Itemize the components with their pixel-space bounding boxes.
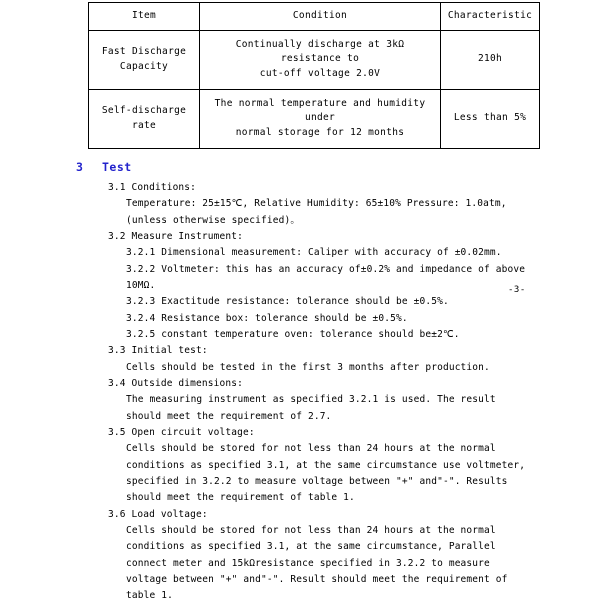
clause-3-2-3: 3.2.3 Exactitude resistance: tolerance should be ±0.5%. [126,296,449,308]
section-body [108,180,528,605]
table-header-characteristic: Characteristic [441,3,540,31]
clause-3-1-heading: 3.1 Conditions: [108,182,197,193]
clause-3-4-line2: should meet the requirement of 2.7. [126,410,332,422]
clause-3-2-2-line2: 10MΩ. [126,279,156,291]
table-cell-condition-line1: The normal temperature and humidity under [214,97,426,124]
clause-3-5-line2: conditions as specified 3.1, at the same circumstance use voltmeter, [126,459,526,471]
table-cell-item-line1: Fast Discharge [101,46,187,57]
page-number: -3- [508,285,526,295]
clause-3-5-line4: should meet the requirement of table 1. [126,492,355,504]
clause-3-3-heading: 3.3 Initial test: [108,345,208,357]
clause-3-6-heading: 3.6 Load voltage: [108,508,208,520]
clause-3-4-line1: The measuring instrument as specified 3.2.1 is used. The result [126,394,496,406]
table-header-condition: Condition [200,3,441,31]
clause-3-5-heading: 3.5 Open circuit voltage: [108,426,255,438]
clause-3-1-line1: Temperature: 25±15℃, Relative Humidity: 65±10% Pressure: 1.0atm, [126,198,507,210]
table-row [89,89,540,148]
table-cell-condition-line2: normal storage for 12 months [235,127,405,139]
section-heading [76,160,132,174]
table-header-item: Item [89,3,200,31]
clause-3-1-line2: (unless otherwise specified)。 [126,214,300,226]
table-cell-item-line2: rate [131,119,157,131]
clause-3-6-line5: table 1. [126,590,173,602]
table-cell-characteristic: 210h [441,30,540,89]
table-header-row [89,3,540,31]
clause-3-6-line3: connect meter and 15kΩresistance specified in 3.2.2 to measure [126,557,490,569]
section-title: Test [102,160,132,174]
table-cell-item [89,89,200,148]
clause-3-2-heading: 3.2 Measure Instrument: [108,230,243,242]
clause-3-6-line2: conditions as specified 3.1, at the same circumstance, Parallel [126,541,496,553]
specification-table [88,2,540,149]
clause-3-6-line4: voltage between "+" and"-". Result should meet the requirement of [126,573,508,585]
table-cell-characteristic: Less than 5% [441,89,540,148]
table-cell-condition [200,30,441,89]
clause-3-3-line1: Cells should be tested in the first 3 months after production. [126,361,490,373]
table-cell-condition [200,89,441,148]
clause-3-2-4: 3.2.4 Resistance box: tolerance should be ±0.5%. [126,312,408,324]
clause-3-2-5: 3.2.5 constant temperature oven: tolerance should be±2℃. [126,328,460,340]
clause-3-4-heading: 3.4 Outside dimensions: [108,377,243,389]
table-row [89,30,540,89]
table-cell-item [89,30,200,89]
clause-3-2-2-line1: 3.2.2 Voltmeter: this has an accuracy of±0.2% and impedance of above [126,263,526,275]
clause-3-6-line1: Cells should be stored for not less than 24 hours at the normal [126,524,496,536]
clause-3-2-1: 3.2.1 Dimensional measurement: Caliper with accuracy of ±0.02mm. [126,247,502,259]
table-cell-item-line2: Capacity [119,60,169,72]
table-cell-condition-line1: Continually discharge at 3kΩ resistance to [235,38,405,65]
table-cell-item-line1: Self-discharge [101,105,187,116]
section-number: 3 [76,160,84,174]
clause-3-5-line3: specified in 3.2.2 to measure voltage between "+" and"-". Results [126,475,508,487]
table-cell-condition-line2: cut-off voltage 2.0V [259,68,381,80]
clause-3-5-line1: Cells should be stored for not less than 24 hours at the normal [126,443,496,455]
